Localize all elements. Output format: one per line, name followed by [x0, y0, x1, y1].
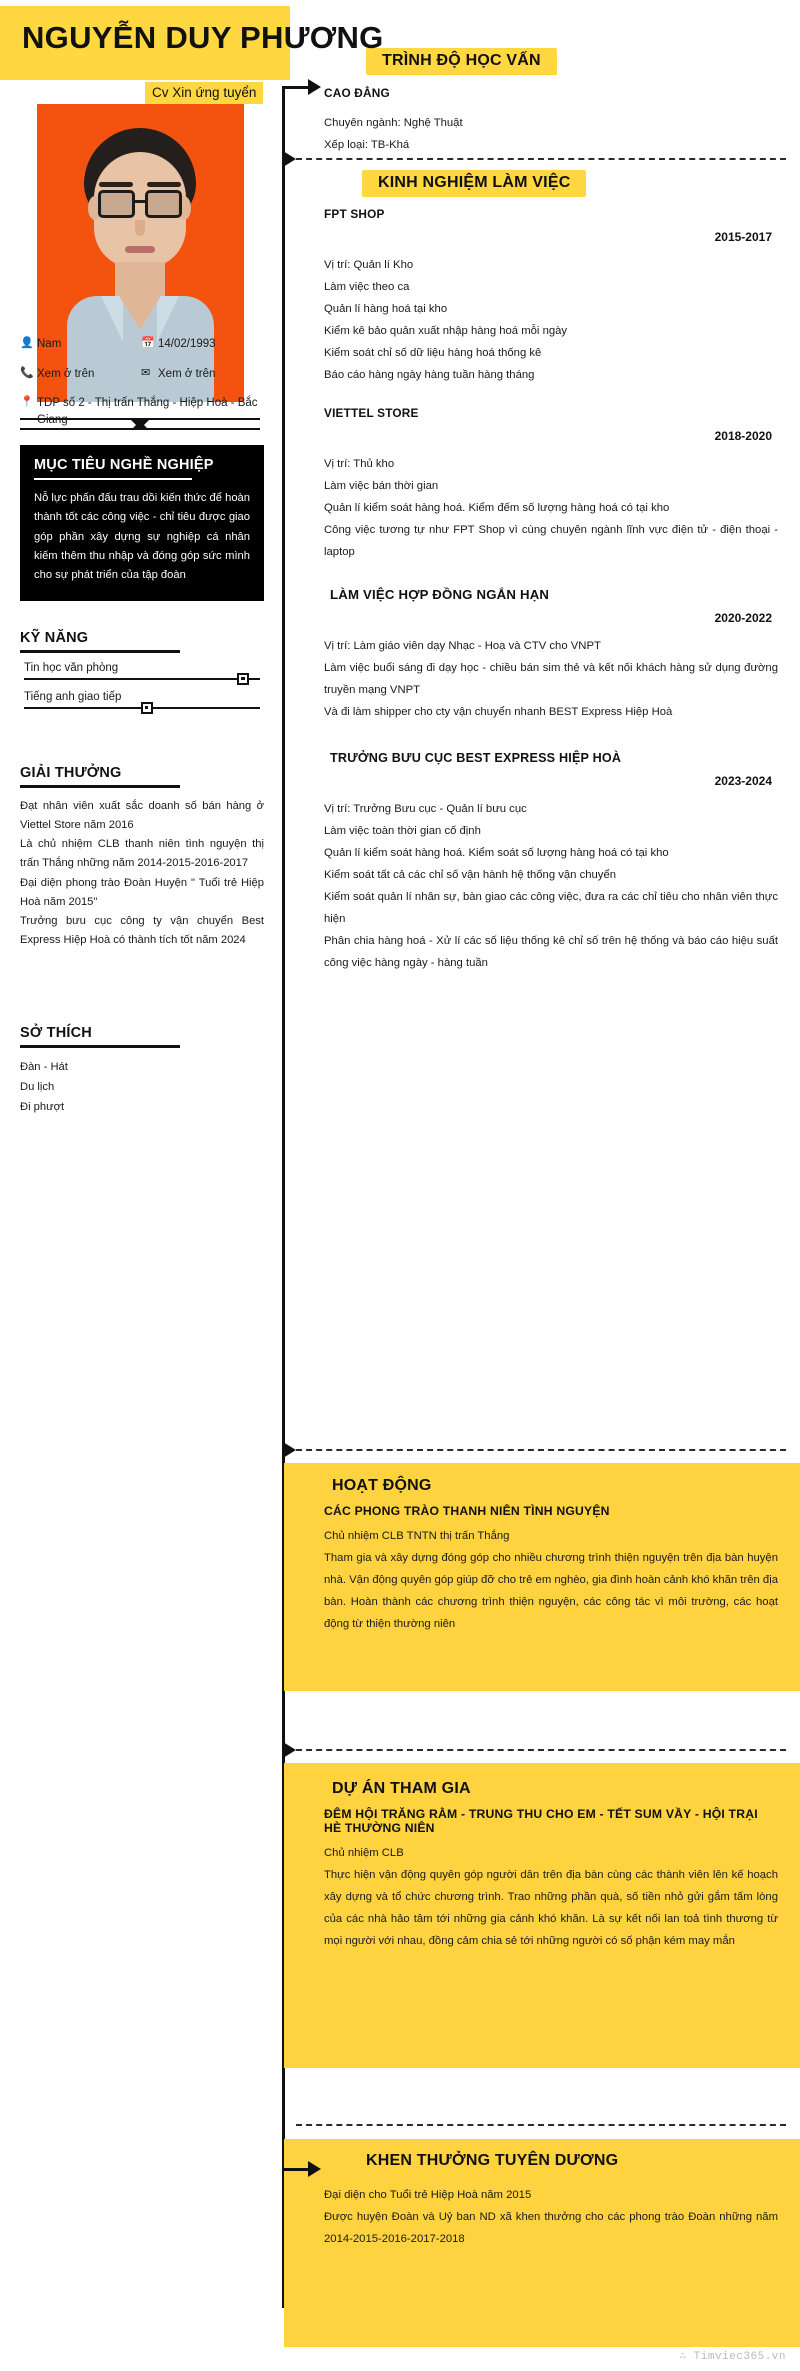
- title-underline: [20, 1045, 180, 1048]
- commendation-line: Được huyện Đoàn và Uỷ ban ND xã khen thưởng cho các phong trào Đoàn những năm 2014-2015-2016-2017-2018: [324, 2211, 778, 2246]
- title-underline: [20, 650, 180, 653]
- section-divider-dashed: [296, 1749, 786, 1751]
- skill-slider-knob[interactable]: [237, 673, 249, 685]
- hobby-item: Đàn - Hát: [20, 1060, 68, 1073]
- job-line: Vị trí: Thủ kho: [324, 458, 395, 471]
- projects-body: Thực hiện vận động quyên góp người dân trên địa bàn cùng các thành viên lên kế hoạch xây dựng và tổ chức chương trình. Trao những phần quà, số tiền nhỏ gửi gắm tấm lòng của các nhà hảo tâm tới những gia cảnh khó khăn. Là sự kết nối lan toả tình thương từ mọi người với nhau, đồng cảm chia sẻ tới những người có số phận kém may mắn: [324, 1869, 778, 1948]
- contact-row: [20, 366, 264, 383]
- award-item: Đại diện phong trào Đoàn Huyện " Tuổi trẻ Hiệp Hoà năm 2015": [20, 876, 264, 908]
- job-line: Quản lí kiểm soát hàng hoá. Kiểm soát số lượng hàng hoá có tại kho: [324, 847, 669, 860]
- job-line: Vị trí: Quản lí Kho: [324, 259, 414, 271]
- experience-title: KINH NGHIỆM LÀM VIỆC: [362, 170, 586, 197]
- job-line: Quản lí hàng hoá tại kho: [324, 303, 448, 316]
- projects-subtitle: ĐÊM HỘI TRĂNG RẰM - TRUNG THU CHO EM - TẾT SUM VẦY - HỘI TRẠI HÈ THƯỜNG NIÊN: [324, 1807, 758, 1835]
- awards-list: [20, 797, 264, 951]
- education-section: [282, 48, 800, 156]
- experience-item: [324, 406, 778, 563]
- hobbies-list: [20, 1057, 264, 1117]
- skill-label: Tin học văn phòng: [24, 661, 119, 674]
- commendation-line: Đại diện cho Tuổi trẻ Hiệp Hoà năm 2015: [324, 2189, 532, 2201]
- activity-subtitle: CÁC PHONG TRÀO THANH NIÊN TÌNH NGUYỆN: [324, 1504, 610, 1518]
- education-major: Chuyên ngành: Nghệ Thuật: [324, 117, 463, 129]
- job-line: Làm việc theo ca: [324, 281, 410, 294]
- job-line: Công việc tương tự như FPT Shop vì cùng chuyên ngành lĩnh vực điện tử - điện thoại - laptop: [324, 524, 778, 559]
- job-line: Làm việc buổi sáng đi dạy học - chiều bán sim thẻ và kết nối khách hàng sử dụng đường truyền mạng VNPT: [324, 662, 778, 697]
- commendation-section: [282, 2152, 800, 2250]
- hobbies-title: SỞ THÍCH: [20, 1025, 92, 1041]
- photo-glasses-bridge: [135, 200, 145, 203]
- experience-item: [324, 207, 778, 386]
- job-period: 2018-2020: [714, 429, 772, 444]
- divider-caret-up-icon: [131, 421, 149, 430]
- experience-section: [282, 170, 800, 974]
- section-divider-dashed: [296, 158, 786, 160]
- mail-icon: ✉: [141, 366, 151, 379]
- education-title: TRÌNH ĐỘ HỌC VẤN: [366, 48, 557, 75]
- job-line: Kiểm soát chỉ số dữ liệu hàng hoá thống kê: [324, 347, 542, 360]
- skill-label: Tiếng anh giao tiếp: [24, 690, 122, 703]
- contact-row: [20, 336, 264, 353]
- projects-lead: Chủ nhiệm CLB: [324, 1847, 404, 1859]
- skill-slider-track[interactable]: [24, 678, 260, 680]
- hobbies-section: [20, 1025, 264, 1117]
- job-line: Vị trí: Trưởng Bưu cục - Quản lí bưu cục: [324, 803, 527, 816]
- skill-slider-track[interactable]: [24, 707, 260, 709]
- job-line: Quản lí kiểm soát hàng hoá. Kiểm đếm số lượng hàng hoá có tại kho: [324, 502, 670, 515]
- location-pin-icon: 📍: [20, 396, 34, 409]
- photo-brow-left: [99, 182, 133, 187]
- projects-title: DỰ ÁN THAM GIA: [332, 1780, 471, 1797]
- photo-nose: [135, 220, 145, 236]
- activity-section: [282, 1477, 800, 1635]
- job-line: Kiểm soát tất cả các chỉ số vận hành hệ thống vận chuyển: [324, 869, 617, 882]
- activity-body: Tham gia và xây dựng đóng góp cho nhiều chương trình thiện nguyện trên địa bàn huyện nhà. Vận động quyên góp giúp đỡ cho trẻ em nghèo, gia đình hoàn cảnh khó khăn trên địa bàn. Hoàn thành các chương trình thiện nguyện, các công tác vì môi trường, các hoạt động từ thiện thường niên: [324, 1552, 778, 1631]
- cv-subtitle: Cv Xin ứng tuyển: [145, 82, 263, 104]
- career-objective-title: MỤC TIÊU NGHỀ NGHIỆP: [34, 457, 214, 473]
- job-line: Kiểm soát quản lí nhân sự, bàn giao các công việc, đưa ra các chỉ tiêu cho nhân viên thực hiện: [324, 891, 778, 926]
- skills-section: [20, 630, 264, 720]
- job-line: Vị trí: Làm giáo viên dạy Nhạc - Hoạ và CTV cho VNPT: [324, 640, 601, 653]
- job-period: 2020-2022: [714, 611, 772, 626]
- title-underline: [20, 785, 180, 788]
- photo-glasses-left: [98, 190, 135, 218]
- job-line: Kiểm kê bảo quản xuất nhập hàng hoá mỗi ngày: [324, 325, 568, 338]
- career-objective-body: Nỗ lực phấn đấu trau dồi kiến thức để hoàn thành tốt các công việc - chỉ tiêu được giao góp phần xây dựng sự nghiệp cá nhân kiếm thêm thu nhập và đóng góp sức mình cho sự phát triển của tập đoàn: [34, 492, 250, 582]
- education-degree: CAO ĐẲNG: [324, 86, 390, 100]
- job-line: Phân chia hàng hoá - Xử lí các số liệu thống kê chỉ số trên hệ thống và báo cáo hiệu suất công việc hàng ngày - hàng tuần: [324, 935, 778, 970]
- award-item: Đạt nhân viên xuất sắc doanh số bán hàng ở Viettel Store năm 2016: [20, 799, 264, 831]
- calendar-icon: 📅: [141, 337, 155, 349]
- section-divider-dashed: [296, 1449, 786, 1451]
- skills-title: KỸ NĂNG: [20, 630, 89, 646]
- job-company: FPT SHOP: [324, 207, 385, 221]
- contact-gender: 👤 Nam: [20, 337, 62, 350]
- contact-dob: 📅 14/02/1993: [141, 337, 216, 350]
- timeline-arrow-icon: [283, 1442, 296, 1458]
- contact-address: 📍 TDP số 2 - Thị trấn Thắng - Hiệp Hoà - Bắc Giang: [20, 396, 258, 427]
- job-company: LÀM VIỆC HỢP ĐỒNG NGẮN HẠN: [330, 587, 550, 603]
- photo-brow-right: [147, 182, 181, 187]
- job-period: 2015-2017: [714, 230, 772, 244]
- page-title: NGUYỄN DUY PHƯƠNG: [22, 20, 384, 55]
- job-company: VIETTEL STORE: [324, 406, 419, 421]
- award-item: Trưởng bưu cục công ty vận chuyển Best Express Hiệp Hoà có thành tích tốt năm 2024: [20, 915, 264, 947]
- skill-item: [20, 691, 264, 709]
- job-line: Báo cáo hàng ngày hàng tuần hàng tháng: [324, 369, 535, 382]
- job-company: TRƯỞNG BƯU CỤC BEST EXPRESS HIỆP HOÀ: [330, 751, 622, 766]
- commendation-title: KHEN THƯỞNG TUYÊN DƯƠNG: [366, 2152, 619, 2169]
- contact-phone: 📞 Xem ở trên: [20, 366, 95, 380]
- skill-item: [20, 662, 264, 680]
- photo-mouth: [125, 246, 155, 253]
- education-grade: Xếp loại: TB-Khá: [324, 139, 410, 152]
- watermark: ∴ Timviec365.vn: [679, 2351, 786, 2363]
- hobby-item: Đi phượt: [20, 1100, 65, 1113]
- activity-lead: Chủ nhiệm CLB TNTN thị trấn Thắng: [324, 1530, 510, 1542]
- photo-glasses-right: [145, 190, 182, 218]
- skill-slider-knob[interactable]: [141, 702, 153, 714]
- awards-section: [20, 765, 264, 951]
- timeline-arrow-icon: [283, 1742, 296, 1758]
- activity-title: HOẠT ĐỘNG: [332, 1477, 432, 1494]
- section-divider-dashed: [296, 2124, 786, 2126]
- right-column: [282, 0, 800, 2371]
- contact-email: ✉ Xem ở trên: [141, 366, 216, 380]
- career-objective-section: [20, 445, 264, 601]
- award-item: Là chủ nhiệm CLB thanh niên tình nguyện thị trấn Thắng những năm 2014-2015-2016-2017: [20, 838, 264, 870]
- timeline-arrow-icon: [283, 151, 296, 167]
- experience-item: [324, 751, 778, 974]
- title-underline: [34, 478, 192, 480]
- hobby-item: Du lịch: [20, 1080, 55, 1093]
- job-line: Làm việc toàn thời gian cố định: [324, 825, 481, 838]
- job-line: Và đi làm shipper cho cty vận chuyển nhanh BEST Express Hiệp Hoà: [324, 706, 673, 719]
- awards-title: GIẢI THƯỞNG: [20, 765, 122, 781]
- job-period: 2023-2024: [714, 774, 772, 789]
- experience-item: [324, 587, 778, 723]
- job-line: Làm việc bán thời gian: [324, 480, 439, 493]
- phone-icon: 📞: [20, 366, 34, 379]
- projects-section: [282, 1780, 800, 1952]
- person-icon: 👤: [20, 337, 34, 349]
